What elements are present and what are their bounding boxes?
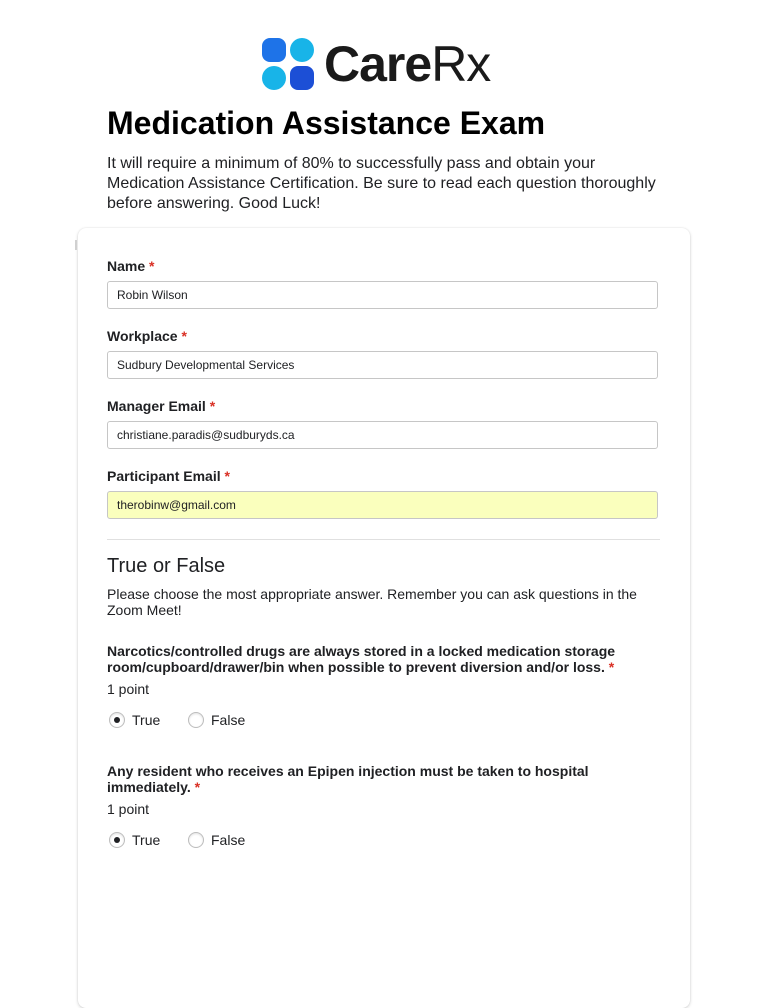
section-description: Please choose the most appropriate answer. Remember you can ask questions in the Zoom Meet! xyxy=(107,586,637,618)
logo-text-rx: Rx xyxy=(431,36,491,92)
carerx-logo xyxy=(262,38,490,90)
workplace-label-text: Workplace xyxy=(107,328,178,344)
option-label: True xyxy=(132,712,161,728)
option-label: True xyxy=(132,832,161,848)
carerx-wordmark xyxy=(324,38,490,90)
participant-email-input[interactable]: therobinw@gmail.com xyxy=(107,491,658,519)
required-marker: * xyxy=(608,659,615,675)
question-1-text-content: Narcotics/controlled drugs are always stored in a locked medication storage room/cupboard/drawer/bin when possible to prevent diversion and/or loss. xyxy=(107,643,616,675)
required-marker: * xyxy=(181,328,187,344)
manager-email-label-text: Manager Email xyxy=(107,398,206,414)
question-2-points: 1 point xyxy=(107,801,150,817)
workplace-label xyxy=(107,328,187,344)
option-label: False xyxy=(211,712,246,728)
section-divider xyxy=(107,539,660,540)
name-label-text: Name xyxy=(107,258,146,274)
required-marker: * xyxy=(224,468,230,484)
manager-email-label xyxy=(107,398,215,414)
question-2-option-false[interactable] xyxy=(188,832,245,848)
question-2-option-true[interactable] xyxy=(109,832,160,848)
radio-checked-icon[interactable] xyxy=(109,832,125,848)
participant-email-label xyxy=(107,468,230,484)
question-2-text-content: Any resident who receives an Epipen injection must be taken to hospital immediately. xyxy=(107,763,589,795)
logo-text-care: Care xyxy=(324,36,432,92)
form-title: Medication Assistance Exam xyxy=(107,105,546,141)
required-marker: * xyxy=(149,258,155,274)
radio-checked-icon[interactable] xyxy=(109,712,125,728)
required-marker: * xyxy=(194,779,201,795)
manager-email-input[interactable]: christiane.paradis@sudburyds.ca xyxy=(107,421,658,449)
question-2-text xyxy=(107,763,627,795)
question-1-points: 1 point xyxy=(107,681,150,697)
carerx-logo-mark-icon xyxy=(262,38,314,90)
option-label: False xyxy=(211,832,246,848)
name-label xyxy=(107,258,154,274)
question-1-option-true[interactable] xyxy=(109,712,160,728)
required-marker: * xyxy=(209,398,216,414)
name-input[interactable]: Robin Wilson xyxy=(107,281,658,309)
question-1-option-false[interactable] xyxy=(188,712,245,728)
radio-unchecked-icon[interactable] xyxy=(188,712,204,728)
form-card xyxy=(78,228,690,1008)
participant-email-label-text: Participant Email xyxy=(107,468,221,484)
form-description: It will require a minimum of 80% to successfully pass and obtain your Medication Assistance Certification. Be sure to read each question thoroughly before answering. Good Luck! xyxy=(107,155,656,212)
radio-unchecked-icon[interactable] xyxy=(188,832,204,848)
workplace-input[interactable]: Sudbury Developmental Services xyxy=(107,351,658,379)
section-title: True or False xyxy=(107,555,226,577)
card-edge-mark xyxy=(75,240,77,250)
question-1-text xyxy=(107,643,627,675)
